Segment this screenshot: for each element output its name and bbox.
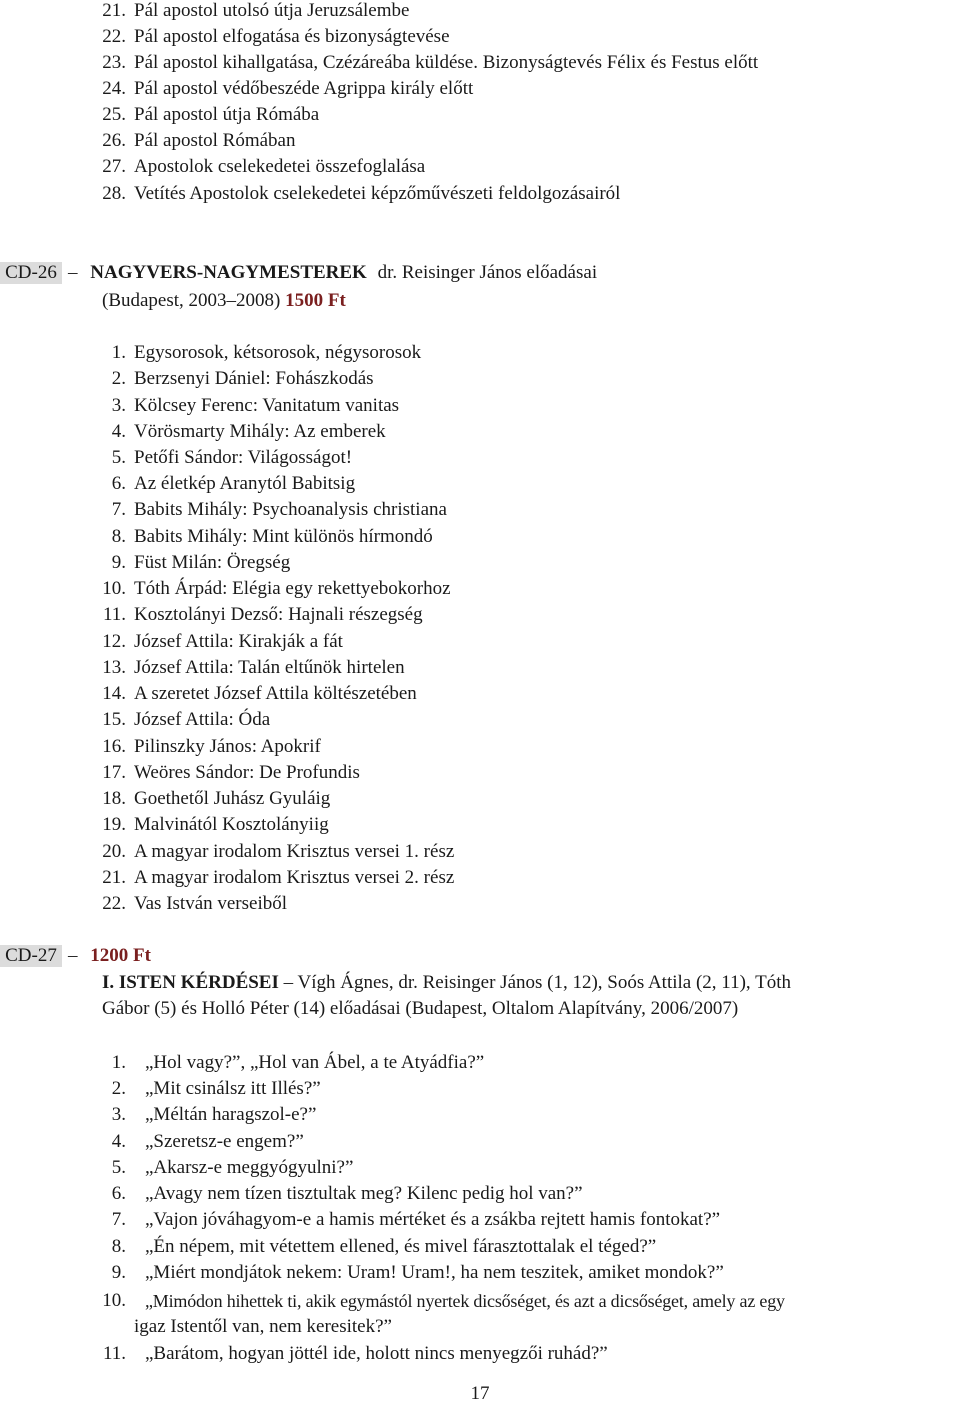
cd26-author: dr. Reisinger János előadásai [377, 262, 598, 283]
list-item: Füst Milán: Öregség [134, 552, 291, 573]
list-number: 14. [102, 683, 126, 704]
list-item: József Attila: Talán eltűnök hirtelen [134, 657, 405, 678]
page-number: 17 [470, 1383, 490, 1404]
list-number: 22. [102, 26, 126, 47]
list-number: 21. [102, 0, 126, 21]
cd27-title: I. ISTEN KÉRDÉSEI [102, 972, 279, 993]
list-number: 1. [111, 1052, 126, 1073]
list-number: 18. [102, 788, 126, 809]
list-item: „Mimódon hihettek ti, akik egymástól nyertek dicsőséget, és azt a dicsőséget, amely az egy [145, 1291, 785, 1311]
list-item: „Hol vagy?”, „Hol van Ábel, a te Atyádfia?” [145, 1052, 485, 1073]
list-number: 22. [102, 893, 126, 914]
list-item: Tóth Árpád: Elégia egy rekettyebokorhoz [134, 578, 451, 599]
list-item: Apostolok cselekedetei összefoglalása [134, 156, 426, 177]
list-item: Pál apostol védőbeszéde Agrippa király előtt [134, 78, 474, 99]
list-item: Goethetől Juhász Gyuláig [134, 788, 331, 809]
list-item: Pál apostol útja Rómába [134, 104, 320, 125]
list-number: 3. [111, 395, 126, 416]
list-number: 8. [111, 526, 126, 547]
heading-dash: – [68, 945, 78, 966]
list-item: „Mit csinálsz itt Illés?” [145, 1078, 321, 1099]
list-number: 25. [102, 104, 126, 125]
list-number: 13. [102, 657, 126, 678]
list-number: 11. [102, 1343, 126, 1364]
list-item: Pál apostol Rómában [134, 130, 296, 151]
list-number: 5. [111, 447, 126, 468]
list-number: 6. [111, 473, 126, 494]
list-number: 17. [102, 762, 126, 783]
list-item: A szeretet József Attila költészetében [134, 683, 417, 704]
list-number: 4. [111, 421, 126, 442]
list-item: „Én népem, mit vétettem ellened, és mivel fárasztottalak el téged?” [145, 1236, 657, 1257]
list-item: „Miért mondjátok nekem: Uram! Uram!, ha nem teszitek, amiket mondok?” [145, 1262, 724, 1283]
list-number: 15. [102, 709, 126, 730]
list-item: Vas István verseiből [134, 893, 288, 914]
list-number: 23. [102, 52, 126, 73]
cd26-heading [68, 262, 597, 284]
list-number: 12. [102, 631, 126, 652]
list-item: Az életkép Aranytól Babitsig [134, 473, 356, 494]
list-number: 21. [102, 867, 126, 888]
cd27-price: 1200 Ft [90, 945, 151, 966]
cd26-subheading [102, 290, 346, 312]
list-item: Kölcsey Ferenc: Vanitatum vanitas [134, 395, 400, 416]
list-item: Malvinától Kosztolányiig [134, 814, 329, 835]
list-item: Vörösmarty Mihály: Az emberek [134, 421, 386, 442]
list-item: Pál apostol kihallgatása, Czézáreába küldése. Bizonyságtevés Félix és Festus előtt [134, 52, 759, 73]
list-item: Babits Mihály: Mint különös hírmondó [134, 526, 433, 547]
cd27-price-line [68, 945, 151, 967]
list-number: 6. [111, 1183, 126, 1204]
list-number: 27. [102, 156, 126, 177]
list-number: 19. [102, 814, 126, 835]
list-item: „Avagy nem tízen tisztultak meg? Kilenc pedig hol van?” [145, 1183, 583, 1204]
list-number: 7. [111, 499, 126, 520]
list-item: A magyar irodalom Krisztus versei 2. rész [134, 867, 455, 888]
list-number: 4. [111, 1131, 126, 1152]
list-item: Kosztolányi Dezső: Hajnali részegség [134, 604, 423, 625]
list-number: 7. [111, 1209, 126, 1230]
list-item: „Barátom, hogyan jöttél ide, holott nincs menyegzői ruhád?” [145, 1343, 608, 1364]
cd-code-tab: CD-26 [0, 262, 62, 284]
list-item: Pál apostol utolsó útja Jeruzsálembe [134, 0, 410, 21]
cd26-price: 1500 Ft [285, 290, 346, 311]
list-item: Egysorosok, kétsorosok, négysorosok [134, 342, 422, 363]
list-number: 9. [111, 1262, 126, 1283]
list-item: Petőfi Sándor: Világosságot! [134, 447, 353, 468]
list-item: A magyar irodalom Krisztus versei 1. rész [134, 841, 455, 862]
list-item: Pál apostol elfogatása és bizonyságtevése [134, 26, 450, 47]
list-item: Berzsenyi Dániel: Fohászkodás [134, 368, 374, 389]
list-item-continuation: igaz Istentől van, nem keresitek?” [134, 1316, 392, 1337]
list-number: 16. [102, 736, 126, 757]
list-number: 26. [102, 130, 126, 151]
list-item: „Szeretsz-e engem?” [145, 1131, 304, 1152]
list-number: 2. [111, 1078, 126, 1099]
cd26-title: NAGYVERS-NAGYMESTEREK [90, 262, 367, 283]
cd27-heading [102, 972, 791, 994]
heading-dash: – [68, 262, 78, 283]
list-number: 9. [111, 552, 126, 573]
list-item: „Vajon jóváhagyom-e a hamis mértéket és a zsákba rejtett hamis fontokat?” [145, 1209, 721, 1230]
list-number: 2. [111, 368, 126, 389]
list-number: 10. [102, 1290, 126, 1311]
list-number: 24. [102, 78, 126, 99]
list-item: Weöres Sándor: De Profundis [134, 762, 360, 783]
list-number: 8. [111, 1236, 126, 1257]
list-number: 10. [102, 578, 126, 599]
list-number: 3. [111, 1104, 126, 1125]
cd27-description-cont: Gábor (5) és Holló Péter (14) előadásai (Budapest, Oltalom Alapítvány, 2006/2007) [102, 998, 739, 1019]
list-number: 20. [102, 841, 126, 862]
list-item: József Attila: Kirakják a fát [134, 631, 343, 652]
list-item: Pilinszky János: Apokrif [134, 736, 321, 757]
list-number: 28. [102, 183, 126, 204]
list-item: „Méltán haragszol-e?” [145, 1104, 317, 1125]
cd26-place: (Budapest, 2003–2008) [102, 290, 281, 311]
list-item: József Attila: Óda [134, 709, 271, 730]
list-item: Vetítés Apostolok cselekedetei képzőművészeti feldolgozásairól [134, 183, 621, 204]
list-item: Babits Mihály: Psychoanalysis christiana [134, 499, 447, 520]
cd27-description: – Vígh Ágnes, dr. Reisinger János (1, 12), Soós Attila (2, 11), Tóth [283, 972, 791, 993]
list-number: 5. [111, 1157, 126, 1178]
list-number: 11. [102, 604, 126, 625]
list-item: „Akarsz-e meggyógyulni?” [145, 1157, 354, 1178]
list-number: 1. [111, 342, 126, 363]
cd-code-tab: CD-27 [0, 945, 62, 967]
